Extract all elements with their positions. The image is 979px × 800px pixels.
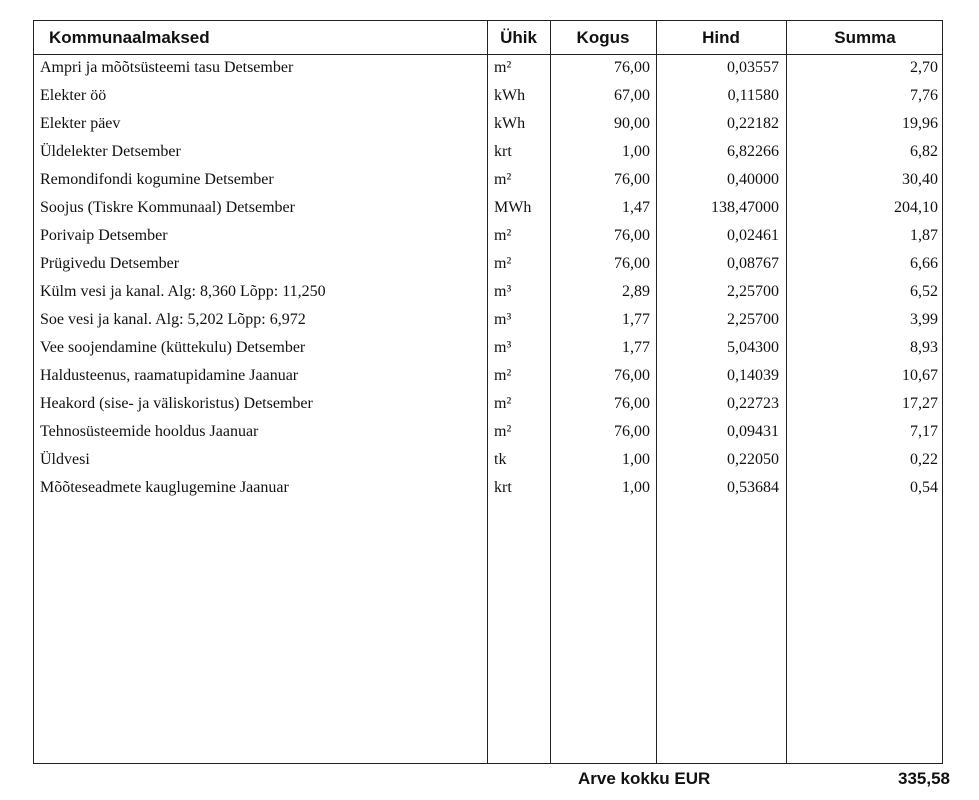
table-row [34, 138, 942, 166]
header-quantity: Kogus [576, 28, 630, 47]
row-name: Ampri ja mõõtsüsteemi tasu Detsember [40, 59, 294, 76]
utilities-table [33, 20, 943, 764]
header-sum: Summa [834, 28, 896, 47]
row-unit: tk [494, 451, 507, 468]
row-name: Elekter päev [40, 115, 121, 132]
row-price: 0,02461 [727, 227, 779, 244]
row-price: 0,22182 [727, 115, 779, 132]
row-quantity: 90,00 [614, 115, 650, 132]
row-price: 0,22050 [727, 451, 779, 468]
row-name: Heakord (sise- ja väliskoristus) Detsember [40, 395, 313, 412]
header-name: Kommunaalmaksed [49, 28, 210, 47]
row-quantity: 1,47 [622, 199, 650, 216]
row-unit: kWh [494, 115, 526, 132]
row-price: 0,22723 [727, 395, 779, 412]
row-price: 2,25700 [727, 283, 779, 300]
row-unit: krt [494, 143, 512, 160]
row-name: Vee soojendamine (küttekulu) Detsember [40, 339, 306, 356]
table-row [34, 362, 942, 390]
row-price: 0,08767 [727, 255, 779, 272]
row-price: 0,14039 [727, 367, 779, 384]
row-name: Remondifondi kogumine Detsember [40, 171, 274, 188]
total-value: 335,58 [898, 769, 950, 788]
row-price: 2,25700 [727, 311, 779, 328]
row-unit: m³ [494, 283, 512, 300]
row-unit: m³ [494, 311, 512, 328]
row-sum: 6,66 [910, 255, 938, 272]
row-unit: MWh [494, 199, 532, 216]
table-row [34, 278, 942, 306]
row-unit: m² [494, 423, 512, 440]
table-row [34, 166, 942, 194]
row-quantity: 76,00 [614, 255, 650, 272]
row-price: 0,09431 [727, 423, 779, 440]
row-price: 138,47000 [711, 199, 779, 216]
row-sum: 0,22 [910, 451, 938, 468]
header-unit: Ühik [500, 28, 537, 47]
row-quantity: 2,89 [622, 283, 650, 300]
table-row [34, 306, 942, 334]
header-price: Hind [702, 28, 740, 47]
row-unit: m² [494, 171, 512, 188]
row-name: Elekter öö [40, 87, 107, 104]
row-quantity: 67,00 [614, 87, 650, 104]
table-row [34, 446, 942, 474]
row-sum: 204,10 [894, 199, 938, 216]
table-row [34, 82, 942, 110]
row-unit: krt [494, 479, 512, 496]
table-row [34, 222, 942, 250]
row-sum: 7,76 [910, 87, 938, 104]
table-row [34, 334, 942, 362]
row-unit: m² [494, 227, 512, 244]
row-unit: m² [494, 59, 512, 76]
row-sum: 3,99 [910, 311, 938, 328]
row-name: Tehnosüsteemide hooldus Jaanuar [40, 423, 259, 440]
row-quantity: 76,00 [614, 59, 650, 76]
row-name: Porivaip Detsember [40, 227, 168, 244]
row-price: 6,82266 [727, 143, 779, 160]
row-price: 5,04300 [727, 339, 779, 356]
row-quantity: 1,00 [622, 479, 650, 496]
table-row [34, 474, 942, 502]
row-name: Üldelekter Detsember [40, 143, 181, 160]
total-label: Arve kokku EUR [578, 769, 711, 788]
row-sum: 6,82 [910, 143, 938, 160]
row-name: Prügivedu Detsember [40, 255, 180, 272]
row-name: Haldusteenus, raamatupidamine Jaanuar [40, 367, 299, 384]
row-name: Soe vesi ja kanal. Alg: 5,202 Lõpp: 6,972 [40, 311, 306, 328]
row-price: 0,11580 [727, 87, 779, 104]
row-sum: 1,87 [910, 227, 938, 244]
row-sum: 8,93 [910, 339, 938, 356]
row-sum: 19,96 [902, 115, 938, 132]
row-quantity: 76,00 [614, 171, 650, 188]
table-row [34, 250, 942, 278]
table-row [34, 390, 942, 418]
row-quantity: 1,00 [622, 451, 650, 468]
row-name: Mõõteseadmete kauglugemine Jaanuar [40, 479, 289, 496]
row-price: 0,53684 [727, 479, 779, 496]
row-name: Üldvesi [40, 451, 90, 468]
row-sum: 0,54 [910, 479, 938, 496]
row-unit: kWh [494, 87, 526, 104]
table-row [34, 54, 942, 82]
row-unit: m² [494, 395, 512, 412]
row-sum: 30,40 [902, 171, 938, 188]
row-quantity: 76,00 [614, 227, 650, 244]
row-unit: m² [494, 367, 512, 384]
row-quantity: 1,77 [622, 311, 650, 328]
row-quantity: 1,77 [622, 339, 650, 356]
table-row [34, 194, 942, 222]
row-sum: 10,67 [902, 367, 938, 384]
row-unit: m² [494, 255, 512, 272]
row-quantity: 76,00 [614, 395, 650, 412]
row-price: 0,40000 [727, 171, 779, 188]
table-row [34, 110, 942, 138]
row-sum: 17,27 [902, 395, 938, 412]
row-quantity: 1,00 [622, 143, 650, 160]
row-quantity: 76,00 [614, 423, 650, 440]
row-sum: 6,52 [910, 283, 938, 300]
table-row [34, 418, 942, 446]
row-name: Soojus (Tiskre Kommunaal) Detsember [40, 199, 295, 216]
row-quantity: 76,00 [614, 367, 650, 384]
row-sum: 7,17 [910, 423, 938, 440]
row-sum: 2,70 [910, 59, 938, 76]
row-name: Külm vesi ja kanal. Alg: 8,360 Lõpp: 11,250 [40, 283, 326, 300]
row-unit: m³ [494, 339, 512, 356]
row-price: 0,03557 [727, 59, 779, 76]
